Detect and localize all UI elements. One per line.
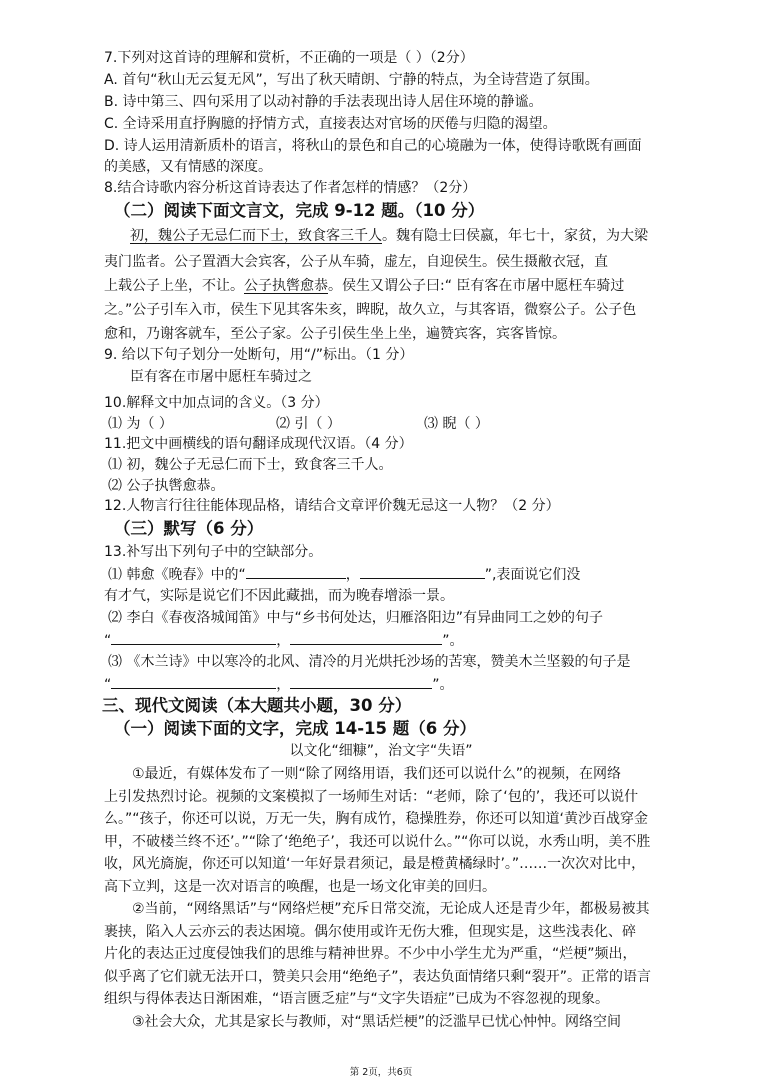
q13-item-3-blanks: “ ， ”。 (104, 674, 454, 695)
q7-option-b: B. 诗中第三、四句采用了以动衬静的手法表现出诗人居住环境的静谧。 (104, 94, 543, 110)
article-paragraph-line: ②当前，“网络黑话”与“网络烂梗”充斥日常交流，无论成人还是青少年，都极易被其 (132, 901, 650, 917)
part2-heading: （二）阅读下面文言文，完成 9-12 题。（10 分） (114, 201, 485, 220)
q10-stem: 10.解释文中加点词的含义。（3 分） (104, 395, 329, 411)
q7-option-d-cont: 的美感，又有情感的深度。 (104, 159, 272, 175)
article-paragraph-line: 组织与得体表达日渐困难，“语言匮乏症”与“文字失语症”已成为不容忽视的现象。 (104, 991, 610, 1007)
underlined-sentence-1: 初，魏公子无忌仁而下士，致食客三千人 (130, 228, 382, 244)
answer-blank[interactable] (111, 674, 276, 689)
section3-heading: 三、现代文阅读（本大题共小题，30 分） (102, 696, 412, 715)
q13-item-1-cont: 有才气，实际是说它们不因此藏拙，而为晚春增添一景。 (104, 588, 454, 604)
q11-stem: 11.把文中画横线的语句翻译成现代汉语。（4 分） (104, 436, 413, 452)
classical-text-line-5: 愈和，乃谢客就车，至公子家。公子引侯生坐上坐，遍赞宾客，宾客皆惊。 (104, 326, 566, 342)
q11-item-2: ⑵ 公子执辔愈恭。 (108, 478, 225, 494)
classical-text-line-1: 初，魏公子无忌仁而下士，致食客三千人。魏有隐士曰侯嬴，年七十，家贫，为大梁 (130, 228, 648, 244)
answer-blank[interactable] (290, 674, 432, 689)
q13-stem: 13.补写出下列句子中的空缺部分。 (104, 544, 323, 560)
q13-item-2-blanks: “ ， ”。 (104, 630, 464, 651)
page-number-footer: 第 2页，共6页 (349, 1067, 413, 1078)
underlined-sentence-2: 公子执辔愈恭 (244, 278, 328, 294)
article-paragraph-line: 似乎离了它们就无法开口，赞美只会用“绝绝子”，表达负面情绪只剩“裂开”。正常的语言 (104, 969, 652, 985)
article-paragraph-line: ③社会大众，尤其是家长与教师，对“黑话烂梗”的泛滥早已忧心忡忡。网络空间 (132, 1014, 622, 1030)
q7-option-c: C. 全诗采用直抒胸臆的抒情方式，直接表达对官场的厌倦与归隐的渴望。 (104, 116, 557, 132)
q7-option-d: D. 诗人运用清新质朴的语言，将秋山的景色和自己的心境融为一体，使得诗歌既有画面 (104, 138, 642, 154)
classical-text-line-4: 之。”公子引车入市，侯生下见其客朱亥，睥睨，故久立，与其客语，微察公子。公子色 (104, 302, 637, 318)
q12-stem: 12.人物言行往往能体现品格，请结合文章评价魏无忌这一人物？（2 分） (104, 498, 560, 514)
q7-option-a: A. 首句“秋山无云复无风”，写出了秋天晴朗、宁静的特点，为全诗营造了氛围。 (104, 72, 599, 88)
answer-blank[interactable] (111, 630, 276, 645)
q13-item-2: ⑵ 李白《春夜洛城闻笛》中与“乡书何处达，归雁洛阳边”有异曲同工之妙的句子 (108, 610, 603, 626)
q13-item-3: ⑶ 《木兰诗》中以寒冷的北风、清冷的月光烘托沙场的苦寒，赞美木兰坚毅的句子是 (108, 654, 631, 670)
q9-sentence: 臣有客在市屠中愿枉车骑过之 (130, 369, 312, 385)
part3-heading: （三）默写（6 分） (114, 519, 264, 538)
q9-stem: 9. 给以下句子划分一处断句，用“/”标出。（1 分） (104, 347, 414, 363)
classical-text-line-2: 夷门监者。公子置酒大会宾客，公子从车骑，虚左，自迎侯生。侯生摄敝衣冠，直 (104, 254, 608, 270)
article-paragraph-line: ①最近，有媒体发布了一则“除了网络用语，我们还可以说什么”的视频，在网络 (132, 766, 622, 782)
article-paragraph-line: 么。”“孩子，你还可以说，万无一失，胸有成竹，稳操胜券，你还可以知道‘黄沙百战穿金 (104, 811, 648, 827)
article-paragraph-line: 裹挟，陷入人云亦云的表达困境。偶尔使用或许无伤大雅，但现实是，这些浅表化、碎 (104, 924, 636, 940)
article-paragraph-line: 收，风光旖旎，你还可以知道‘一年好景君须记，最是橙黄橘绿时’。”……一次次对比中， (104, 856, 646, 872)
article-title: 以文化“细糠”，治文字“失语” (289, 743, 473, 759)
classical-text-line-3: 上载公子上坐，不让。公子执辔愈恭。侯生又谓公子曰:“ 臣有客在市屠中愿枉车骑过 (104, 278, 625, 294)
q13-item-1: ⑴ 韩愈《晚春》中的“ ， ”,表面说它们没 (108, 564, 580, 585)
article-paragraph-line: 高下立判，这是一次对语言的唤醒，也是一场文化审美的回归。 (104, 879, 496, 895)
answer-blank[interactable] (360, 564, 485, 579)
section3-sub-heading: （一）阅读下面的文字，完成 14-15 题（6 分） (114, 719, 476, 738)
q10-item-2: ⑵ 引（ ） (276, 416, 341, 432)
q11-item-1: ⑴ 初，魏公子无忌仁而下士，致食客三千人。 (108, 457, 393, 473)
q7-stem: 7.下列对这首诗的理解和赏析，不正确的一项是（ ）（2分） (104, 50, 474, 66)
q10-item-1: ⑴ 为（ ） (108, 416, 173, 432)
answer-blank[interactable] (246, 564, 346, 579)
article-paragraph-line: 片化的表达正过度侵蚀我们的思维与精神世界。不少中小学生尤为严重，“烂梗”频出， (104, 946, 637, 962)
article-paragraph-line: 上引发热烈讨论。视频的文案模拟了一场师生对话：“老师，除了‘包的’，我还可以说什 (104, 789, 639, 805)
q8-stem: 8.结合诗歌内容分析这首诗表达了作者怎样的情感？（2分） (104, 180, 477, 196)
q10-item-3: ⑶ 睨（ ） (424, 416, 489, 432)
article-paragraph-line: 甲，不破楼兰终不还’。”“除了‘绝绝子’，我还可以说什么。”“你可以说，水秀山明，美不胜 (104, 834, 651, 850)
answer-blank[interactable] (290, 630, 442, 645)
